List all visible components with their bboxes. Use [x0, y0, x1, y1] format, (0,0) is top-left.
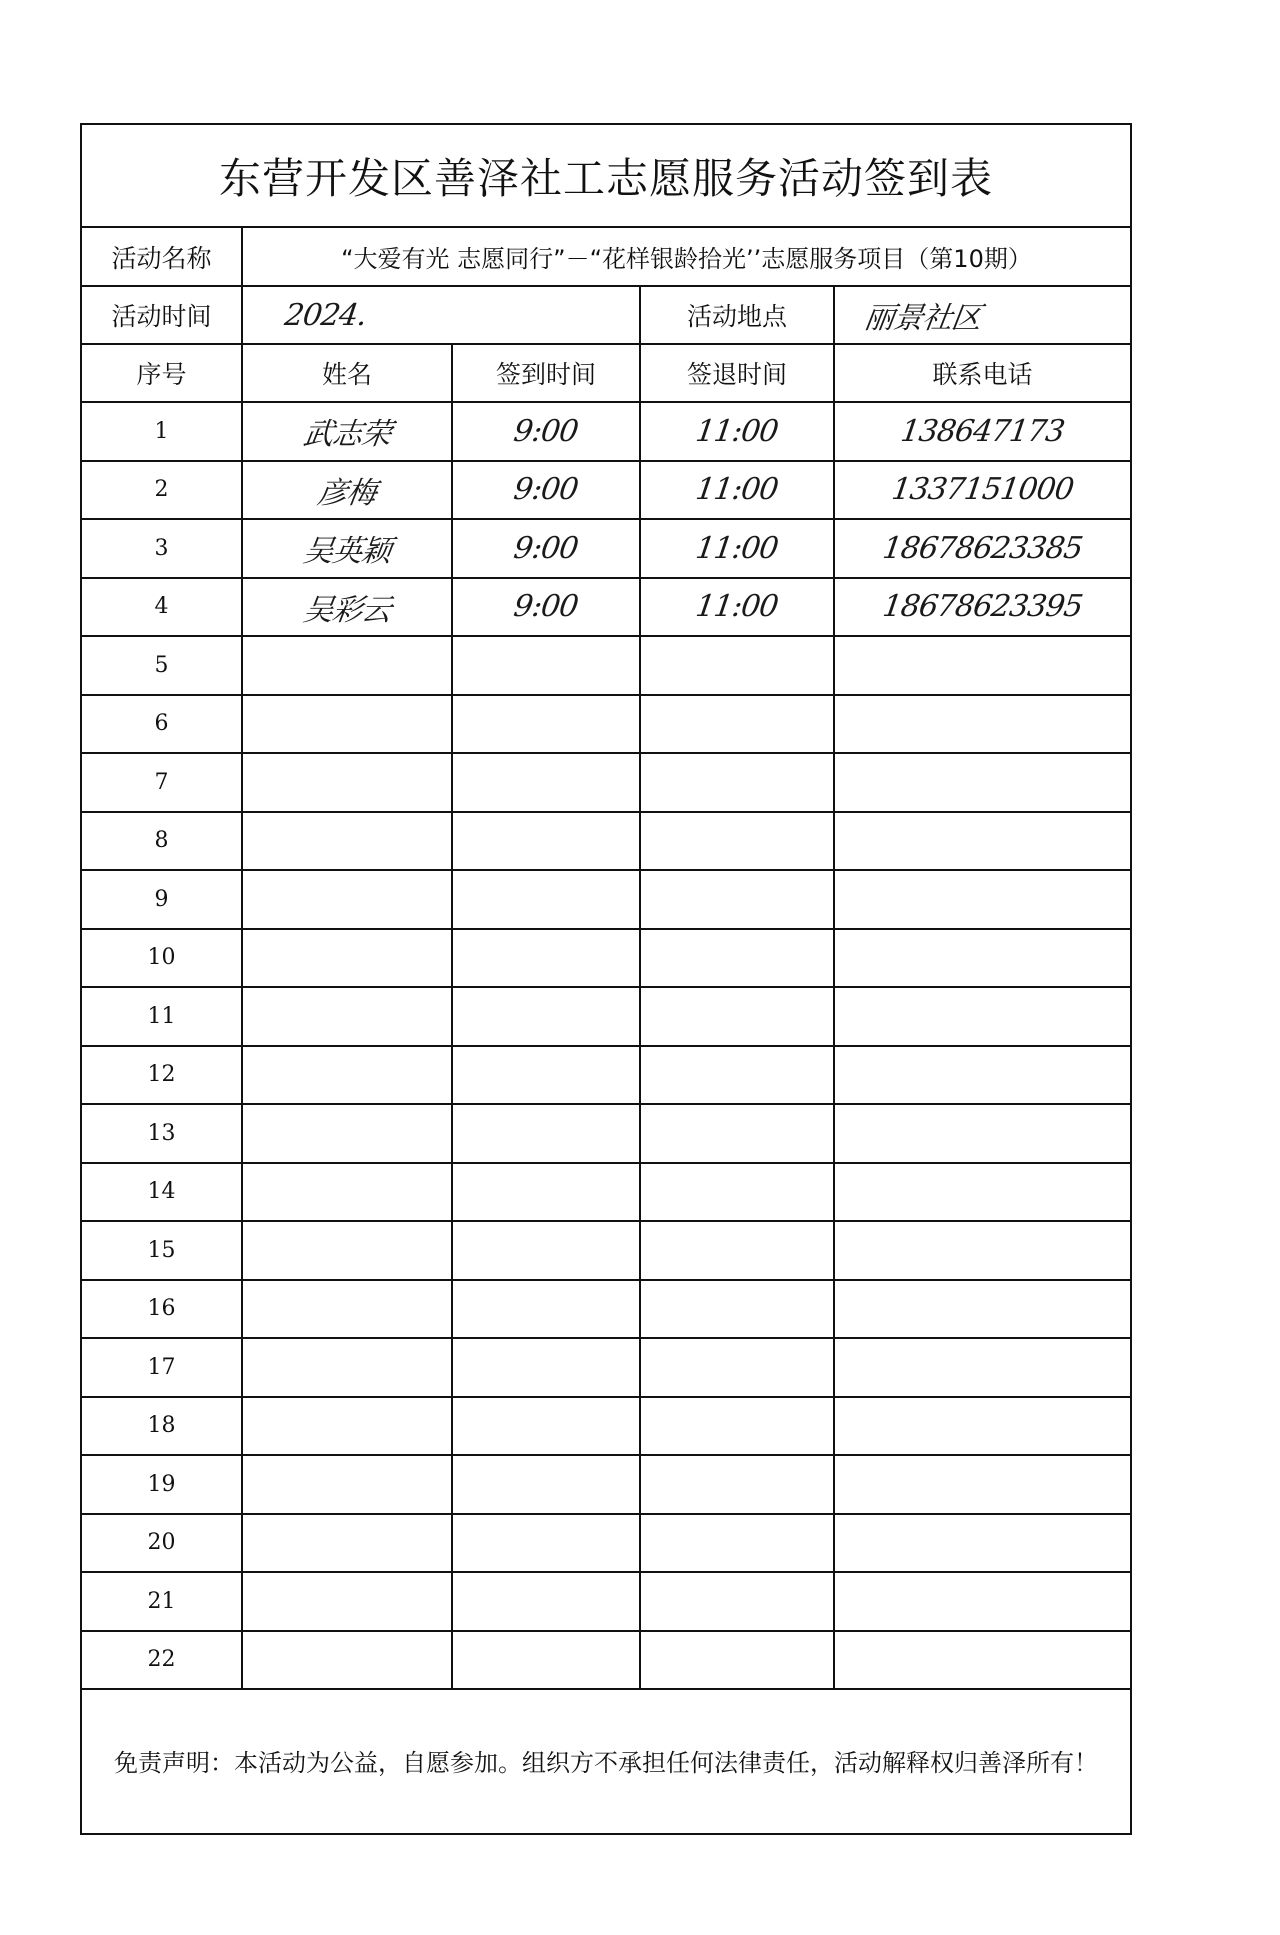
row-no: 21	[147, 1588, 176, 1614]
table-row	[82, 637, 1130, 696]
row-phone-cell	[835, 637, 1130, 694]
table-row	[82, 579, 1130, 638]
table-row	[82, 930, 1130, 989]
row-name-cell	[243, 1222, 453, 1279]
row-sign-in-cell	[453, 520, 641, 577]
row-no-cell	[82, 1047, 243, 1104]
row-sign-out-cell	[641, 1339, 835, 1396]
row-sign-in-cell	[453, 871, 641, 928]
activity-place-value: 丽景社区	[862, 301, 983, 336]
row-name-cell	[243, 637, 453, 694]
row-no: 4	[154, 594, 169, 620]
row-sign-in-cell	[453, 637, 641, 694]
row-name-cell	[243, 462, 453, 519]
row-phone: 18678623395	[880, 589, 1085, 625]
disclaimer: 免责声明：本活动为公益，自愿参加。组织方不承担任何法律责任，活动解释权归善泽所有！	[114, 1748, 1098, 1777]
row-no: 20	[147, 1530, 176, 1556]
row-name-cell	[243, 871, 453, 928]
row-no-cell	[82, 1281, 243, 1338]
row-name-cell	[243, 1398, 453, 1455]
row-phone-cell	[835, 1632, 1130, 1689]
row-phone-cell	[835, 520, 1130, 577]
row-phone: 1337151000	[889, 472, 1076, 508]
row-name-cell	[243, 1632, 453, 1689]
row-sign-out-cell	[641, 1456, 835, 1513]
row-phone-cell	[835, 1281, 1130, 1338]
row-phone-cell	[835, 1573, 1130, 1630]
row-sign-in-cell	[453, 462, 641, 519]
row-no-cell	[82, 988, 243, 1045]
table-row	[82, 813, 1130, 872]
activity-place-label: 活动地点	[641, 287, 835, 343]
row-sign-in-cell	[453, 1164, 641, 1221]
row-no: 12	[147, 1062, 176, 1088]
row-no: 15	[147, 1237, 176, 1263]
row-name-cell	[243, 1573, 453, 1630]
row-no: 22	[147, 1647, 176, 1673]
row-phone-cell	[835, 1339, 1130, 1396]
row-no-cell	[82, 1339, 243, 1396]
row-no: 8	[154, 828, 169, 854]
table-row	[82, 696, 1130, 755]
row-no-cell	[82, 1222, 243, 1279]
row-phone-cell	[835, 1047, 1130, 1104]
form-title: 东营开发区善泽社工志愿服务活动签到表	[82, 125, 1130, 228]
row-sign-in-cell	[453, 988, 641, 1045]
row-phone: 138647173	[898, 413, 1067, 449]
table-row	[82, 1339, 1130, 1398]
activity-name-row	[82, 228, 1130, 287]
row-sign-out-cell	[641, 462, 835, 519]
row-name-cell	[243, 1515, 453, 1572]
row-no-cell	[82, 871, 243, 928]
row-phone-cell	[835, 1515, 1130, 1572]
row-sign-out-cell	[641, 1047, 835, 1104]
row-phone-cell	[835, 1164, 1130, 1221]
row-phone-cell	[835, 1105, 1130, 1162]
row-no: 10	[147, 945, 176, 971]
row-no-cell	[82, 520, 243, 577]
table-header-row	[82, 345, 1130, 403]
row-sign-in-cell	[453, 1281, 641, 1338]
table-row	[82, 754, 1130, 813]
table-row	[82, 1515, 1130, 1574]
header-sign-out: 签退时间	[641, 345, 835, 401]
row-no-cell	[82, 696, 243, 753]
row-phone-cell	[835, 1222, 1130, 1279]
row-sign-in-cell	[453, 1222, 641, 1279]
row-no-cell	[82, 1456, 243, 1513]
table-row	[82, 1105, 1130, 1164]
row-sign-out: 11:00	[693, 530, 781, 566]
row-no: 19	[147, 1471, 176, 1497]
activity-time-value: 2024.	[282, 297, 369, 333]
row-phone-cell	[835, 579, 1130, 636]
row-sign-out-cell	[641, 520, 835, 577]
row-sign-out-cell	[641, 871, 835, 928]
row-no: 2	[154, 477, 169, 503]
table-row	[82, 1222, 1130, 1281]
row-no-cell	[82, 462, 243, 519]
row-no: 3	[154, 535, 169, 561]
table-row	[82, 1281, 1130, 1340]
row-sign-out-cell	[641, 1515, 835, 1572]
row-name-cell	[243, 403, 453, 460]
row-sign-in-cell	[453, 813, 641, 870]
row-name-cell	[243, 1281, 453, 1338]
row-sign-out-cell	[641, 1398, 835, 1455]
row-phone-cell	[835, 462, 1130, 519]
row-name-cell	[243, 1105, 453, 1162]
row-sign-out-cell	[641, 930, 835, 987]
row-sign-in-cell	[453, 1047, 641, 1104]
row-name-cell	[243, 1164, 453, 1221]
row-no-cell	[82, 579, 243, 636]
row-name-cell	[243, 696, 453, 753]
row-sign-in-cell	[453, 754, 641, 811]
header-name: 姓名	[243, 345, 453, 401]
row-sign-in-cell	[453, 1632, 641, 1689]
row-no-cell	[82, 754, 243, 811]
header-no: 序号	[82, 345, 243, 401]
row-sign-out: 11:00	[693, 589, 781, 625]
row-no: 1	[154, 418, 169, 444]
row-no-cell	[82, 930, 243, 987]
row-sign-in-cell	[453, 696, 641, 753]
row-no: 16	[147, 1296, 176, 1322]
row-phone-cell	[835, 930, 1130, 987]
table-row	[82, 1573, 1130, 1632]
activity-time-label: 活动时间	[82, 287, 243, 343]
row-name-cell	[243, 754, 453, 811]
row-name-cell	[243, 930, 453, 987]
row-no: 5	[154, 652, 169, 678]
activity-name-value: “大爱有光 志愿同行”－“花样银龄拾光’’志愿服务项目（第10期）	[341, 245, 1032, 273]
row-sign-out: 11:00	[693, 413, 781, 449]
row-name-cell	[243, 520, 453, 577]
activity-time-row	[82, 287, 1130, 345]
row-no-cell	[82, 637, 243, 694]
row-name: 吴英颖	[300, 534, 393, 570]
row-phone-cell	[835, 1456, 1130, 1513]
row-name-cell	[243, 579, 453, 636]
row-no: 11	[147, 1003, 176, 1029]
table-row	[82, 520, 1130, 579]
table-row	[82, 871, 1130, 930]
activity-name-label: 活动名称	[82, 228, 243, 285]
row-no: 6	[154, 711, 169, 737]
activity-time-cell	[243, 287, 641, 343]
row-sign-out-cell	[641, 696, 835, 753]
row-no-cell	[82, 1632, 243, 1689]
row-sign-out-cell	[641, 1105, 835, 1162]
row-sign-out-cell	[641, 813, 835, 870]
table-row	[82, 1164, 1130, 1223]
row-name-cell	[243, 1456, 453, 1513]
table-row	[82, 988, 1130, 1047]
row-name: 吴彩云	[300, 592, 393, 628]
row-sign-in-cell	[453, 930, 641, 987]
row-sign-in-cell	[453, 1456, 641, 1513]
row-sign-in-cell	[453, 1105, 641, 1162]
row-no-cell	[82, 1105, 243, 1162]
row-no-cell	[82, 1515, 243, 1572]
row-no: 14	[147, 1179, 176, 1205]
row-sign-out-cell	[641, 403, 835, 460]
row-sign-in-cell	[453, 1573, 641, 1630]
row-sign-in: 9:00	[511, 530, 581, 566]
row-sign-out-cell	[641, 1632, 835, 1689]
row-no: 18	[147, 1413, 176, 1439]
row-phone-cell	[835, 988, 1130, 1045]
row-phone: 18678623385	[880, 530, 1085, 566]
row-no: 9	[154, 886, 169, 912]
row-no: 17	[147, 1354, 176, 1380]
table-row	[82, 1632, 1130, 1691]
row-name-cell	[243, 1047, 453, 1104]
row-no-cell	[82, 403, 243, 460]
row-phone-cell	[835, 403, 1130, 460]
table-row	[82, 462, 1130, 521]
table-row	[82, 1047, 1130, 1106]
row-name-cell	[243, 988, 453, 1045]
row-sign-in-cell	[453, 403, 641, 460]
row-no: 7	[154, 769, 169, 795]
table-row	[82, 1398, 1130, 1457]
row-name-cell	[243, 1339, 453, 1396]
row-sign-out-cell	[641, 1222, 835, 1279]
row-sign-out-cell	[641, 754, 835, 811]
table-row	[82, 1456, 1130, 1515]
row-no-cell	[82, 1573, 243, 1630]
row-name: 彦梅	[315, 475, 378, 511]
row-sign-out-cell	[641, 1573, 835, 1630]
row-no-cell	[82, 1164, 243, 1221]
row-phone-cell	[835, 1398, 1130, 1455]
row-sign-out-cell	[641, 637, 835, 694]
row-sign-in: 9:00	[511, 472, 581, 508]
header-phone: 联系电话	[932, 360, 1033, 389]
sign-in-sheet	[80, 123, 1132, 1835]
row-sign-in: 9:00	[511, 589, 581, 625]
row-sign-out-cell	[641, 988, 835, 1045]
row-no: 13	[147, 1120, 176, 1146]
row-sign-out-cell	[641, 1164, 835, 1221]
row-sign-out-cell	[641, 1281, 835, 1338]
activity-place-cell	[835, 287, 1130, 343]
row-phone-cell	[835, 754, 1130, 811]
row-name: 武志荣	[300, 417, 393, 453]
row-sign-in-cell	[453, 1339, 641, 1396]
row-no-cell	[82, 813, 243, 870]
row-sign-in-cell	[453, 579, 641, 636]
header-sign-in: 签到时间	[453, 345, 641, 401]
row-sign-in-cell	[453, 1515, 641, 1572]
row-sign-in: 9:00	[511, 413, 581, 449]
row-sign-out: 11:00	[693, 472, 781, 508]
row-sign-in-cell	[453, 1398, 641, 1455]
row-sign-out-cell	[641, 579, 835, 636]
row-no-cell	[82, 1398, 243, 1455]
table-row	[82, 403, 1130, 462]
row-phone-cell	[835, 813, 1130, 870]
row-phone-cell	[835, 871, 1130, 928]
row-name-cell	[243, 813, 453, 870]
row-phone-cell	[835, 696, 1130, 753]
